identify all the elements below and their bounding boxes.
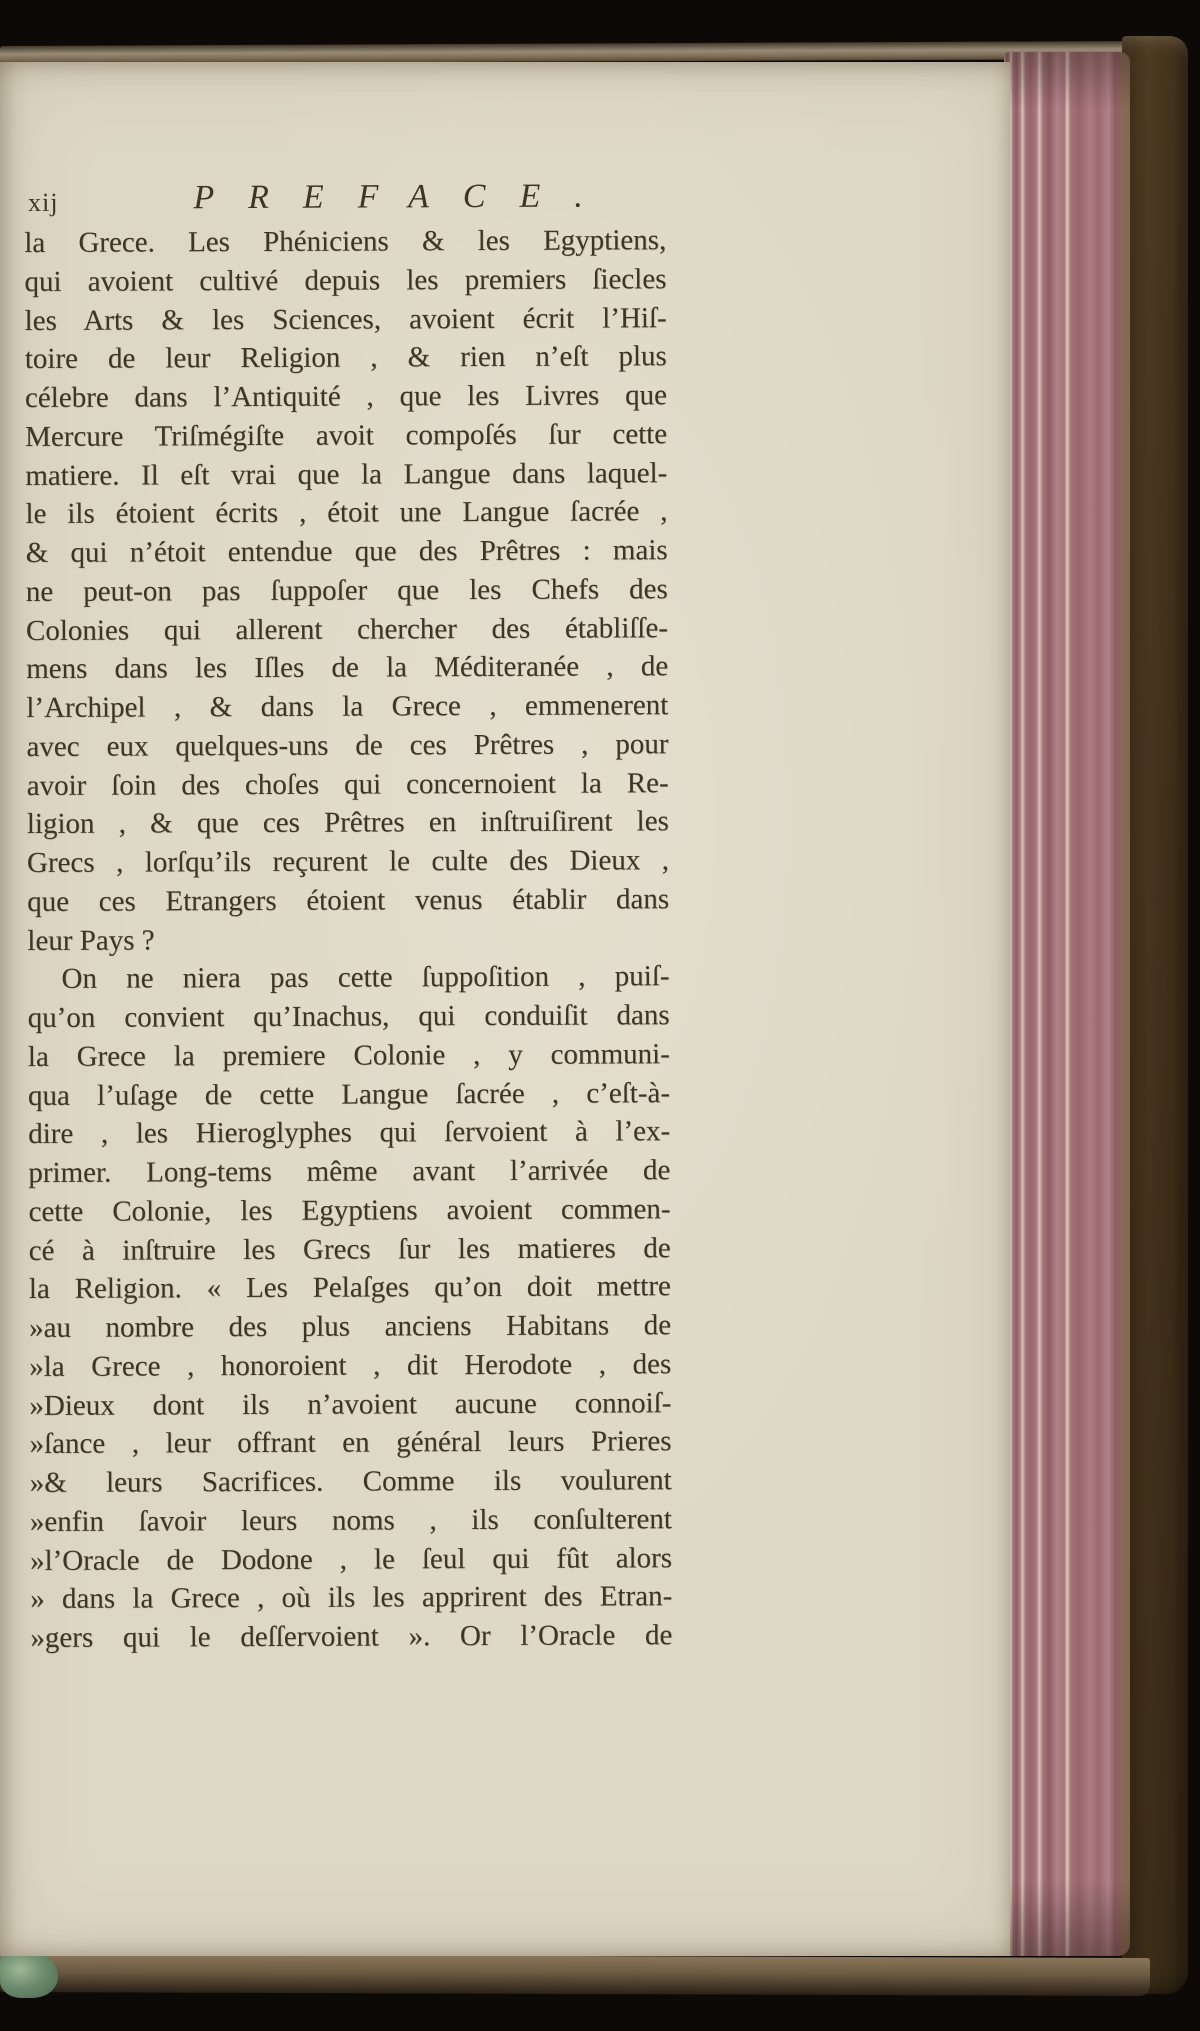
text-line: Grecs , lorſqu’ils reçurent le culte des Dieux , xyxy=(26,844,670,879)
text-line: la Grece la premiere Colonie , y communi- xyxy=(27,1037,670,1073)
text-line: avec eux quelques-uns de ces Prêtres , pour xyxy=(26,727,669,763)
text-line: avoir ſoin des choſes qui concernoient la Re- xyxy=(26,766,669,802)
text-line: mens dans les Iſles de la Méditeranée , de xyxy=(26,650,669,686)
book-cover-bottom-edge xyxy=(0,1954,1150,1996)
book-cover-top-edge xyxy=(0,41,1140,64)
text-line: cette Colonie, les Egyptiens avoient commen- xyxy=(28,1192,671,1228)
text-line: »l’Oracle de Dodone , le ſeul qui fût alors xyxy=(29,1541,673,1577)
book-fore-edge-pages xyxy=(1004,52,1130,1956)
text-line: »ſance , leur offrant en général leurs Prieres xyxy=(29,1425,672,1461)
text-line: que ces Etrangers étoient venus établir dans xyxy=(27,882,670,918)
book-cover-board xyxy=(1122,36,1188,1994)
text-line: »Dieux dont ils n’avoient aucune connoiſ- xyxy=(29,1386,672,1422)
text-line: toire de leur Religion , & rien n’eſt plus xyxy=(24,340,667,376)
text-line: matiere. Il eſt vrai que la Langue dans laquel- xyxy=(25,456,668,492)
text-line: cé à inſtruire les Grecs ſur les matieres de xyxy=(28,1231,671,1267)
text-line: primer. Long-tems même avant l’arrivée de xyxy=(28,1154,671,1189)
text-line: On ne niera pas cette ſuppoſition , puiſ- xyxy=(61,960,670,996)
text-line: »au nombre des plus anciens Habitans de xyxy=(28,1309,672,1344)
text-line: Colonies qui allerent chercher des établiſſe- xyxy=(25,611,669,647)
text-line: la Grece. Les Phéniciens & les Egyptiens, xyxy=(24,224,667,259)
page-text xyxy=(24,221,672,1658)
text-line: les Arts & les Sciences, avoient écrit l’Hiſ- xyxy=(24,301,667,337)
text-line: le ils étoient écrits , étoit une Langue ſacrée , xyxy=(25,495,668,531)
book-page xyxy=(0,62,1010,1956)
page-header xyxy=(24,171,666,218)
text-line: ne peut-on pas ſuppoſer que les Chefs des xyxy=(25,572,668,608)
text-line: la Religion. « Les Pelaſges qu’on doit mettre xyxy=(28,1270,671,1306)
text-line: dire , les Hieroglyphes qui ſervoient à l’ex- xyxy=(28,1115,671,1151)
text-line: l’Archipel , & dans la Grece , emmenerent xyxy=(26,689,669,724)
text-line: qu’on convient qu’Inachus, qui conduiſit dans xyxy=(27,999,670,1034)
running-title: PREFACE. xyxy=(193,177,617,217)
text-line: qua l’uſage de cette Langue ſacrée , c’eſt-à- xyxy=(27,1076,671,1112)
text-line: & qui n’étoit entendue que des Prêtres : mais xyxy=(25,534,668,569)
text-line: ligion , & que ces Prêtres en inſtruiſirent les xyxy=(26,805,669,841)
text-line: leur Pays ? xyxy=(27,923,155,957)
text-line: »la Grece , honoroient , dit Herodote , des xyxy=(29,1347,672,1383)
text-line: Mercure Triſmégiſte avoit compoſés ſur cette xyxy=(25,417,668,453)
text-line: »& leurs Sacrifices. Comme ils voulurent xyxy=(29,1464,672,1499)
text-line: célebre dans l’Antiquité , que les Livres que xyxy=(24,379,668,414)
text-line: »gers qui le deſſervoient ». Or l’Oracle de xyxy=(30,1619,673,1654)
text-line: » dans la Grece , où ils les apprirent des Etran- xyxy=(30,1580,673,1616)
page-number: xij xyxy=(28,187,59,217)
text-line: qui avoient cultivé depuis les premiers ſiecles xyxy=(24,262,667,298)
page-text-block xyxy=(24,171,672,1658)
text-line: »enfin ſavoir leurs noms , ils conſulterent xyxy=(29,1502,672,1538)
